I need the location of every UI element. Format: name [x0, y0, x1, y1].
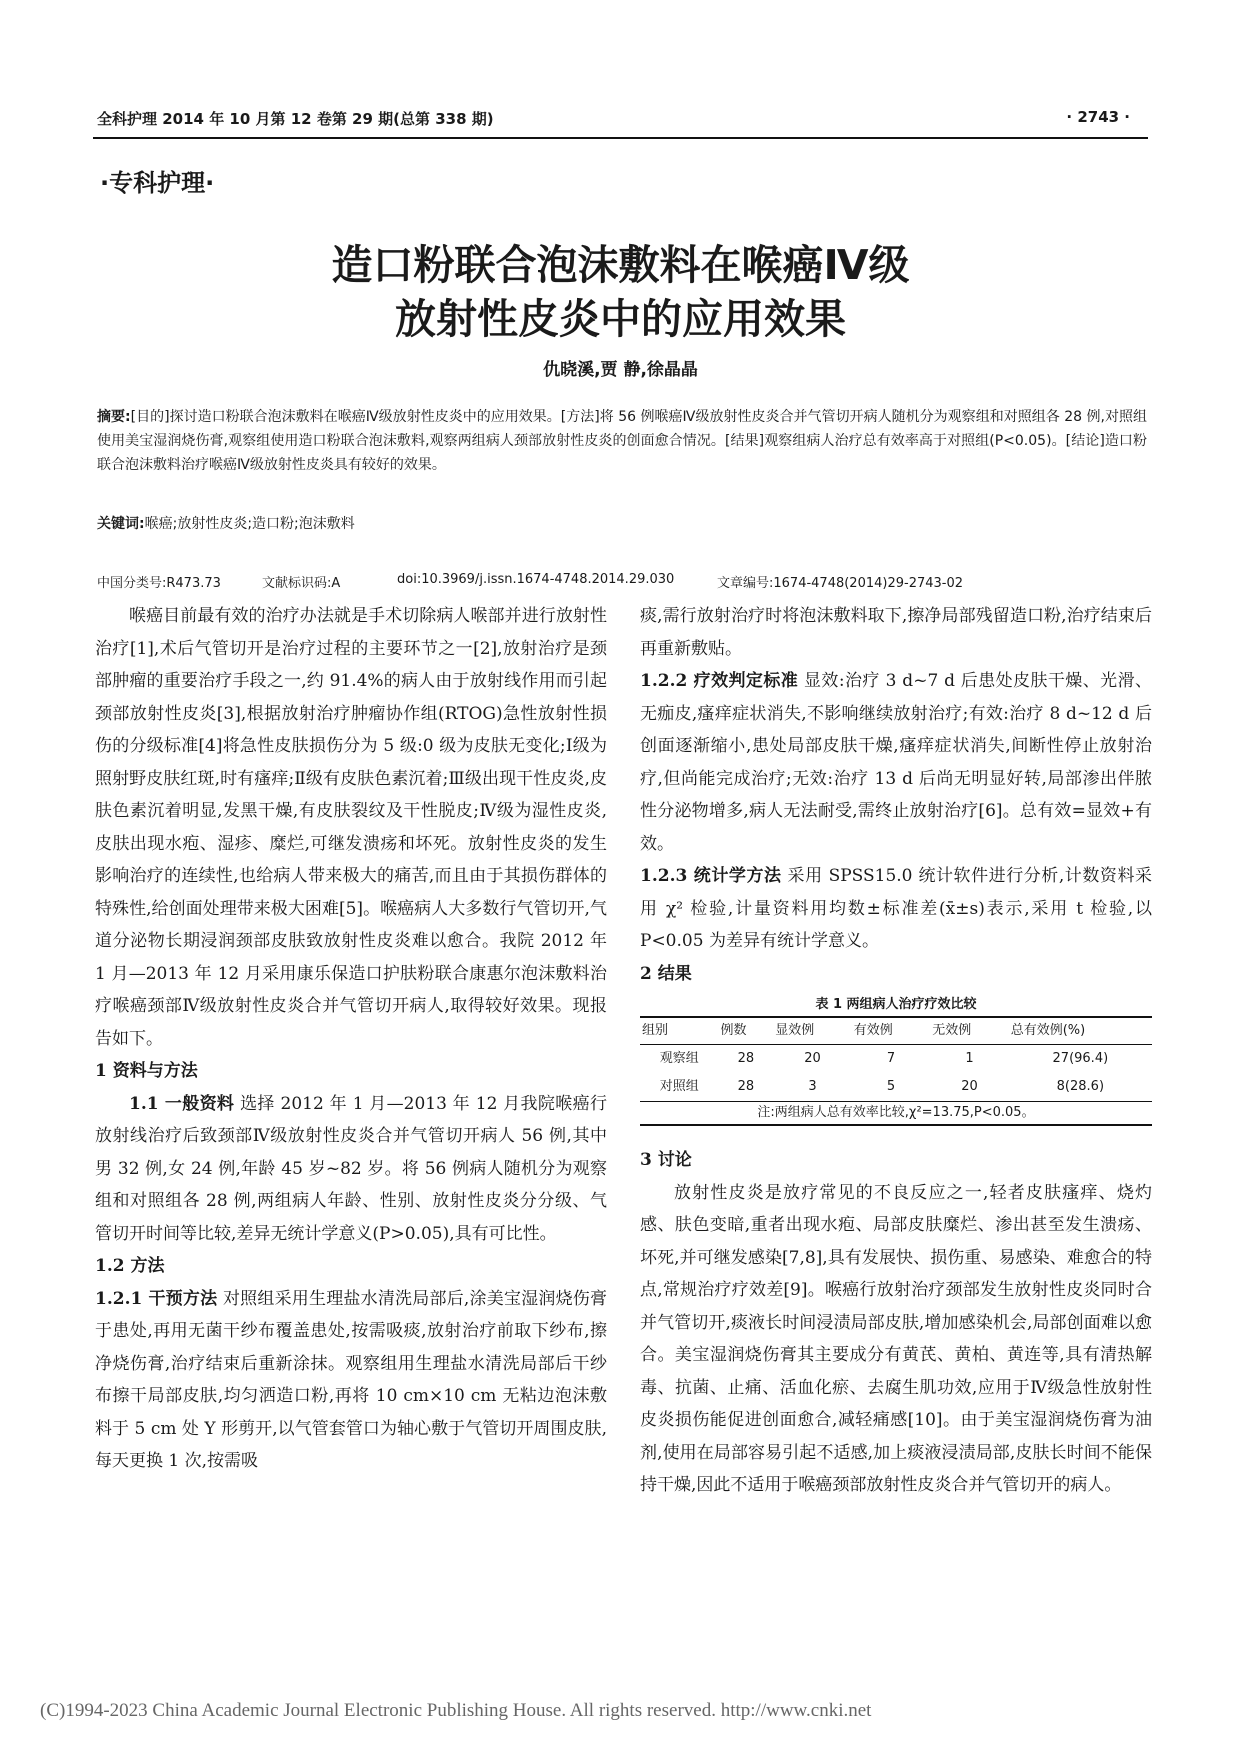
table-note: 注:两组病人总有效率比较,χ²=13.75,P<0.05。 [640, 1102, 1152, 1126]
title-line-1: 造口粉联合泡沫敷料在喉癌Ⅳ级 [331, 241, 910, 289]
section-tag: ·专科护理· [100, 169, 215, 197]
clc-number: 中国分类号:R473.73 [97, 576, 221, 591]
document-code: 文献标识码:A [262, 576, 341, 591]
heading-intervention: 1.2.1 干预方法 [95, 1288, 218, 1309]
running-header-left: 全科护理 2014 年 10 月第 12 卷第 29 期(总第 338 期) [97, 110, 494, 128]
table-cell: 28 [737, 1051, 755, 1066]
page-number: · 2743 · [1066, 108, 1130, 126]
criteria-text: 显效:治疗 3 d~7 d 后患处皮肤干燥、光滑、无痂皮,瘙痒症状消失,不影响继续放射治疗;有效:治疗 8 d~12 d 后创面逐渐缩小,患处局部皮肤干燥,瘙痒症状消失,间断性停止放射治疗,但尚能完成治疗;无效:治疗 13 d 后尚无明显好转,局部渗出伴脓性分泌物增多,病人无法耐受,需终止放射治疗[6]。总有效=显效+有效。 [640, 671, 1152, 854]
table-cell: 20 [804, 1051, 821, 1066]
intervention-text: 对照组采用生理盐水清洗局部后,涂美宝湿润烧伤膏于患处,再用无菌干纱布覆盖患处,按需吸痰,放射治疗前取下纱布,擦净烧伤膏,治疗结束后重新涂抹。观察组用生理盐水清洗局部后干纱布擦干局部皮肤,均匀洒造口粉,再将 10 cm×10 cm 无粘边泡沫敷料于 5 cm 处 Y 形剪开,以气管套管口为轴心敷于气管切开周围皮肤,每天更换 1 次,按需吸 [95, 1288, 608, 1471]
abstract-text: [目的]探讨造口粉联合泡沫敷料在喉癌Ⅳ级放射性皮炎中的应用效果。[方法]将 56 例喉癌Ⅳ级放射性皮炎合并气管切开病人随机分为观察组和对照组各 28 例,对照组使用美宝湿润烧伤膏,观察组使用造口粉联合泡沫敷料,观察两组病人颈部放射性皮炎的创面愈合情况。[结果]观察组病人治疗总有效率高于对照组(P<0.05)。[结论]造口粉联合泡沫敷料治疗喉癌Ⅳ级放射性皮炎具有较好的效果。 [97, 409, 1147, 473]
general-data-paragraph [95, 1088, 607, 1251]
heading-stats: 1.2.3 统计学方法 [640, 866, 782, 886]
keywords-label: 关键词: [97, 516, 145, 532]
intervention-paragraph [95, 1283, 607, 1478]
results-table [640, 1016, 1152, 1102]
heading-general-data: 1.1 一般资料 [129, 1093, 235, 1114]
table-cell: 观察组 [659, 1051, 699, 1066]
heading-criteria: 1.2.2 疗效判定标准 [640, 671, 799, 691]
right-column [640, 600, 1152, 1502]
table-cell: 27(96.4) [1052, 1051, 1109, 1066]
article-number: 文章编号:1674-4748(2014)29-2743-02 [717, 576, 964, 591]
table-header-cell: 无效例 [932, 1023, 972, 1038]
table-header-cell: 例数 [720, 1023, 747, 1038]
criteria-paragraph [640, 665, 1152, 860]
table-header-cell: 显效例 [775, 1023, 815, 1038]
keywords-text: 喉癌;放射性皮炎;造口粉;泡沫敷料 [144, 516, 355, 532]
intro-paragraph: 喉癌目前最有效的治疗办法就是手术切除病人喉部并进行放射性治疗[1],术后气管切开是治疗过程的主要环节之一[2],放射治疗是颈部肿瘤的重要治疗手段之一,约 91.4%的病人由于放射线作用而引起颈部放射性皮炎[3],根据放射治疗肿瘤协作组(RTOG)急性放射性损伤的分级标准[4]将急性皮肤损伤分为 5 级:0 级为皮肤无变化;Ⅰ级为照射野皮肤红斑,时有瘙痒;Ⅱ级有皮肤色素沉着;Ⅲ级出现干性皮炎,皮肤色素沉着明显,发黑干燥,有皮肤裂纹及干性脱皮;Ⅳ级为湿性皮炎,皮肤出现水疱、湿疹、糜烂,可继发溃疡和坏死。放射性皮炎的发生影响治疗的连续性,也给病人带来极大的痛苦,而且由于其损伤群体的特殊性,给创面处理带来极大困难[5]。喉癌病人大多数行气管切开,气道分泌物长期浸润颈部皮肤致放射性皮炎难以愈合。我院 2012 年 1 月—2013 年 12 月采用康乐保造口护肤粉联合康惠尔泡沫敷料治疗喉癌颈部Ⅳ级放射性皮炎合并气管切开病人,取得较好效果。现报告如下。 [95, 606, 607, 1049]
table-row [640, 1073, 1152, 1102]
keywords [97, 513, 355, 533]
table-header-cell: 组别 [642, 1023, 669, 1038]
stats-text: 采用 SPSS15.0 统计软件进行分析,计数资料采用 χ² 检验,计量资料用均数±标准差(x̄±s)表示,采用 t 检验,以 P<0.05 为差异有统计学意义。 [640, 866, 1153, 951]
stats-paragraph [640, 860, 1152, 958]
abstract-label: 摘要: [97, 409, 131, 425]
table-cell: 7 [886, 1051, 896, 1066]
table-cell: 5 [886, 1079, 896, 1094]
table-cell: 20 [961, 1079, 978, 1094]
table-row [640, 1045, 1152, 1074]
title-line-2: 放射性皮炎中的应用效果 [395, 295, 846, 343]
copyright-footer: (C)1994-2023 China Academic Journal Electronic Publishing House. All rights reserved. http://www.cnki.net [40, 1700, 872, 1721]
heading-methods: 1 资料与方法 [95, 1061, 198, 1081]
left-column [95, 600, 607, 1478]
table-cell: 28 [737, 1079, 755, 1094]
discussion-paragraph: 放射性皮炎是放疗常见的不良反应之一,轻者皮肤瘙痒、烧灼感、肤色变暗,重者出现水疱、局部皮肤糜烂、渗出甚至发生溃疡、坏死,并可继发感染[7,8],具有发展快、损伤重、易感染、难愈合的特点,常规治疗疗效差[9]。喉癌行放射治疗颈部发生放射性皮炎同时合并气管切开,痰液长时间浸渍局部皮肤,增加感染机会,局部创面难以愈合。美宝湿润烧伤膏其主要成分有黄芪、黄柏、黄连等,具有清热解毒、抗菌、止痛、活血化瘀、去腐生肌功效,应用于Ⅳ级急性放射性皮炎损伤能促进创面愈合,减轻痛感[10]。由于美宝湿润烧伤膏为油剂,使用在局部容易引起不适感,加上痰液浸渍局部,皮肤长时间不能保持干燥,因此不适用于喉癌颈部放射性皮炎合并气管切开的病人。 [640, 1182, 1152, 1495]
heading-results: 2 结果 [640, 963, 692, 984]
table-title: 表 1 两组病人治疗疗效比较 [815, 997, 977, 1012]
general-data-text: 选择 2012 年 1 月—2013 年 12 月我院喉癌行放射线治疗后致颈部Ⅳ级放射性皮炎合并气管切开病人 56 例,其中男 32 例,女 24 例,年龄 45 岁~82 岁。将 56 例病人随机分为观察组和对照组各 28 例,两组病人年龄、性别、放射性皮炎分分级、气管切开时间等比较,差异无统计学意义(P>0.05),具有可比性。 [95, 1093, 607, 1244]
table-1 [640, 994, 1152, 1126]
heading-discussion: 3 讨论 [640, 1150, 692, 1170]
table-cell: 8(28.6) [1056, 1079, 1105, 1094]
header-rule [93, 137, 1148, 139]
table-cell: 1 [965, 1051, 974, 1066]
table-cell: 3 [808, 1079, 817, 1094]
abstract [97, 405, 1147, 477]
authors: 仇晓溪,贾 静,徐晶晶 [543, 360, 698, 380]
table-header-row [640, 1017, 1152, 1045]
table-header-cell: 有效例 [853, 1023, 893, 1038]
continued-paragraph: 痰,需行放射治疗时将泡沫敷料取下,擦净局部残留造口粉,治疗结束后再重新敷贴。 [640, 606, 1152, 659]
heading-method: 1.2 方法 [95, 1256, 165, 1276]
table-header-cell: 总有效例(%) [1010, 1023, 1086, 1038]
table-cell: 对照组 [659, 1079, 699, 1094]
doi: doi:10.3969/j.issn.1674-4748.2014.29.030 [397, 572, 675, 587]
